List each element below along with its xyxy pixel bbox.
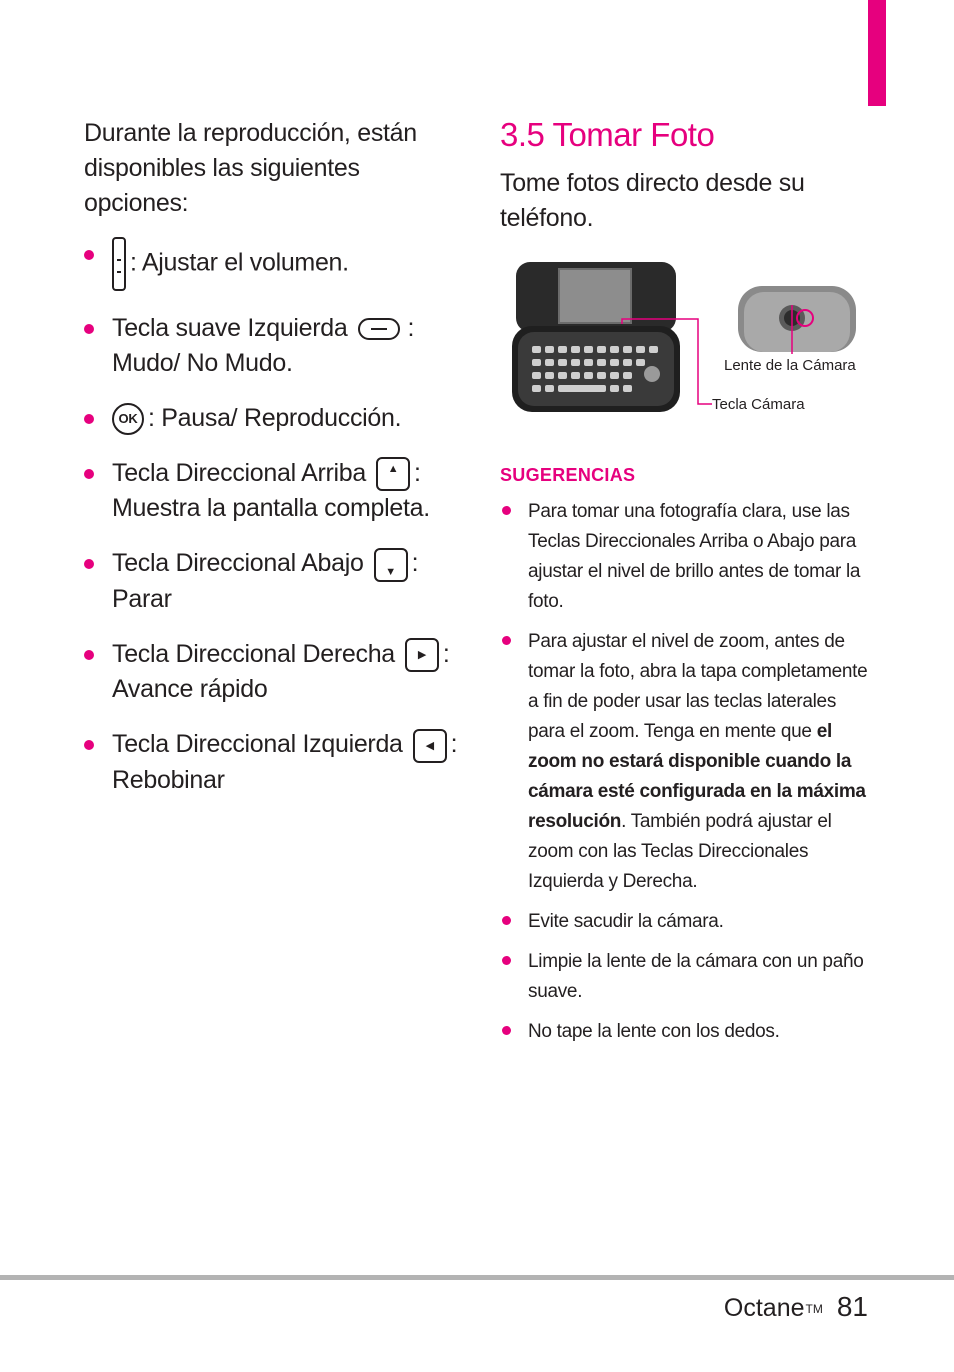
option-text: : Mudo/ No Mudo. xyxy=(112,314,415,377)
option-text: : Parar xyxy=(112,549,419,613)
tip-item: Para ajustar el nivel de zoom, antes de tomar la foto, abra la tapa completamente a fin de poder usar las teclas laterales para el zoom. Tenga en mente que el zoom no estará disponible cuando la cámara esté configurada en la máxima resolución. También podrá ajustar el zoom con las Teclas Direccionales Izquierda y Derecha. xyxy=(500,627,872,897)
playback-intro: Durante la reproducción, están disponibles las siguientes opciones: xyxy=(84,119,417,217)
tip-emphasis: el zoom no estará disponible cuando la cámara esté configurada en la máxima resolución xyxy=(528,721,866,832)
option-text: : Pausa/ Reproducción. xyxy=(148,404,402,432)
option-nav-up xyxy=(84,456,464,526)
bullet-icon xyxy=(84,250,94,260)
volume-key-icon xyxy=(112,237,126,291)
phone-back-image xyxy=(738,286,856,352)
tips-title: SUGERENCIAS xyxy=(500,465,636,485)
phone-illustration xyxy=(512,258,882,422)
product-name: Octane xyxy=(723,1294,805,1322)
nav-up-key-icon: ▲ xyxy=(376,457,410,491)
tip-item: No tape la lente con los dedos. xyxy=(500,1017,872,1047)
option-key-name: Tecla Direccional Abajo xyxy=(112,549,364,578)
left-soft-key-icon xyxy=(358,318,400,340)
tips-list xyxy=(500,497,872,1057)
bullet-icon xyxy=(502,636,511,645)
option-text: : Muestra la pantalla completa. xyxy=(112,459,430,523)
bullet-icon xyxy=(84,414,94,424)
option-nav-down xyxy=(84,546,464,616)
option-nav-left xyxy=(84,727,464,797)
option-text: : Ajustar el volumen. xyxy=(130,248,349,277)
section-title: 3.5 Tomar Foto xyxy=(500,116,715,153)
bullet-icon xyxy=(502,956,511,965)
option-key-name: Tecla Direccional Derecha xyxy=(112,639,395,668)
footer-rule xyxy=(0,1275,954,1280)
page-footer xyxy=(724,1290,868,1325)
option-text: : Rebobinar xyxy=(112,730,458,794)
chapter-tab-marker xyxy=(868,0,886,106)
nav-right-key-icon: ▶ xyxy=(405,638,439,672)
bullet-icon xyxy=(84,324,94,334)
nav-down-key-icon: ▼ xyxy=(374,548,408,582)
bullet-icon xyxy=(84,740,94,750)
option-key-name: Tecla Direccional Arriba xyxy=(112,459,367,487)
bullet-icon xyxy=(84,559,94,569)
option-volume xyxy=(84,237,464,291)
bullet-icon xyxy=(84,469,94,479)
option-key-name: Tecla suave Izquierda xyxy=(112,314,348,342)
phone-camera-figure xyxy=(512,258,882,422)
label-camera-lens: Lente de la Cámara xyxy=(724,357,856,374)
nav-left-key-icon: ◀ xyxy=(413,729,447,763)
option-text: : Avance rápido xyxy=(112,639,450,704)
option-nav-right xyxy=(84,637,464,707)
playback-options-list xyxy=(84,237,464,798)
option-left-soft-key xyxy=(84,311,464,381)
option-ok-key xyxy=(84,401,464,436)
phone-open-image xyxy=(512,262,680,412)
bullet-icon xyxy=(502,1026,511,1035)
bullet-icon xyxy=(502,916,511,925)
tip-item: Evite sacudir la cámara. xyxy=(500,907,872,937)
tip-item: Para tomar una fotografía clara, use las Teclas Direccionales Arriba o Abajo para ajustar el nivel de brillo antes de tomar la foto. xyxy=(500,497,872,617)
playback-options xyxy=(84,116,464,818)
section-intro: Tome fotos directo desde su teléfono. xyxy=(500,169,805,232)
label-camera-key: Tecla Cámara xyxy=(712,396,805,413)
page-number: 81 xyxy=(836,1291,868,1322)
option-key-name: Tecla Direccional Izquierda xyxy=(112,730,403,759)
tip-item: Limpie la lente de la cámara con un paño suave. xyxy=(500,947,872,1007)
ok-key-icon: OK xyxy=(112,403,144,435)
bullet-icon xyxy=(84,650,94,660)
trademark: TM xyxy=(805,1302,823,1316)
bullet-icon xyxy=(502,506,511,515)
